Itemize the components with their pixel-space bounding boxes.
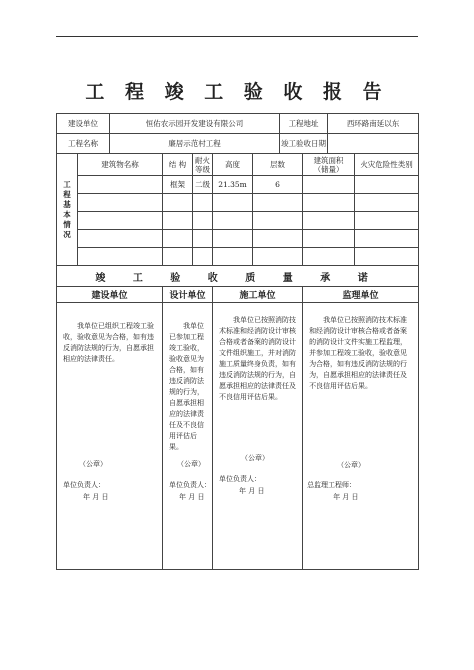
designer-seal: （公章） xyxy=(177,460,205,468)
cell-fire-rating xyxy=(193,248,213,266)
cell-area xyxy=(303,194,355,212)
cell-fire-risk xyxy=(355,248,419,266)
report-table xyxy=(56,113,419,570)
cell-height xyxy=(213,212,253,230)
cell-fire-risk xyxy=(355,194,419,212)
cell-height xyxy=(213,230,253,248)
cell-structure: 框架 xyxy=(163,176,193,194)
cell-structure xyxy=(163,212,193,230)
cell-fire-risk xyxy=(355,212,419,230)
designer-signer: 单位负责人： xyxy=(169,481,211,489)
table-row xyxy=(57,212,419,230)
basic-info-section-text: 工程基本情况 xyxy=(63,179,71,239)
table-row xyxy=(57,176,419,194)
cell-floors: 6 xyxy=(253,176,303,194)
cell-structure xyxy=(163,248,193,266)
table-row xyxy=(57,248,419,266)
contractor-seal: （公章） xyxy=(241,454,269,462)
cell-fire-rating xyxy=(193,212,213,230)
contractor-date: 年 月 日 xyxy=(239,487,265,495)
party-body-designer xyxy=(163,303,213,570)
header-structure: 结 构 xyxy=(163,154,193,176)
contractor-statement: 我单位已按照消防技术标准和经消防设计审核合格或者备案的消防设计文件组织施工，并对消防施工质量终身负责，如有违反消防法规的行为，自愿承担相应的法律责任及不良信用评估后果。 xyxy=(219,316,296,401)
cell-floors xyxy=(253,194,303,212)
supervisor-statement: 我单位已按照消防技术标准和经消防设计审核合格或者备案的消防设计文件实施工程监理，并参加工程竣工验收，验收意见为合格，如有违反消防法规的行为，自愿承担相应的法律责任及不良信用评估后果。 xyxy=(309,316,408,390)
designer-date: 年 月 日 xyxy=(179,493,205,501)
header-fire-rating-text: 耐火等级 xyxy=(195,155,210,174)
contractor-signer: 单位负责人： xyxy=(219,475,261,483)
cell-area xyxy=(303,212,355,230)
accept-date-label: 竣工验收日期 xyxy=(280,134,328,154)
builder-signer: 单位负责人： xyxy=(63,481,105,489)
table-row xyxy=(57,230,419,248)
builder-value: 恒佑农示园开发建设有限公司 xyxy=(110,114,280,134)
cell-area xyxy=(303,248,355,266)
builder-seal: （公章） xyxy=(79,460,107,468)
cell-building-name xyxy=(78,212,163,230)
designer-statement: 我单位已参加工程竣工验收，验收意见为合格，如有违反消防法规的行为，自愿承担相应的法律责任及不良信用评估后果。 xyxy=(169,322,204,451)
project-name-label: 工程名称 xyxy=(57,134,110,154)
header-floors: 层数 xyxy=(253,154,303,176)
cell-fire-rating xyxy=(193,194,213,212)
cell-building-name xyxy=(78,230,163,248)
address-value: 西环路南延以东 xyxy=(328,114,419,134)
accept-date-value xyxy=(328,134,419,154)
table-row xyxy=(57,194,419,212)
party-body-builder xyxy=(57,303,163,570)
builder-statement: 我单位已组织工程竣工验收，验收意见为合格，如有违反消防法规的行为，自愿承担相应的法律责任。 xyxy=(63,322,154,363)
cell-height: 21.35m xyxy=(213,176,253,194)
cell-fire-risk xyxy=(355,230,419,248)
project-name-value: 廉居示范村工程 xyxy=(110,134,280,154)
cell-building-name xyxy=(78,194,163,212)
cell-floors xyxy=(253,230,303,248)
basic-info-section-label xyxy=(57,154,78,266)
header-height: 高度 xyxy=(213,154,253,176)
cell-fire-rating: 二级 xyxy=(193,176,213,194)
builder-date: 年 月 日 xyxy=(83,493,109,501)
cell-area xyxy=(303,176,355,194)
cell-area xyxy=(303,230,355,248)
party-body-supervisor xyxy=(303,303,419,570)
cell-height xyxy=(213,194,253,212)
top-rule xyxy=(56,36,418,37)
cell-building-name xyxy=(78,248,163,266)
header-area-text: 建筑面积（储量） xyxy=(313,155,344,174)
header-fire-rating xyxy=(193,154,213,176)
header-building-name: 建筑物名称 xyxy=(78,154,163,176)
address-label: 工程地址 xyxy=(280,114,328,134)
supervisor-signer: 总监理工程师： xyxy=(307,481,357,489)
cell-floors xyxy=(253,212,303,230)
cell-fire-risk xyxy=(355,176,419,194)
party-header-builder: 建设单位 xyxy=(57,287,163,303)
cell-floors xyxy=(253,248,303,266)
supervisor-seal: （公章） xyxy=(337,461,366,469)
cell-height xyxy=(213,248,253,266)
builder-label: 建设单位 xyxy=(57,114,110,134)
cell-structure xyxy=(163,194,193,212)
party-header-contractor: 施工单位 xyxy=(213,287,303,303)
header-area xyxy=(303,154,355,176)
header-fire-risk: 火灾危险性类别 xyxy=(355,154,419,176)
supervisor-date: 年 月 日 xyxy=(333,493,359,501)
report-title: 工 程 竣 工 验 收 报 告 xyxy=(85,81,389,103)
cell-structure xyxy=(163,230,193,248)
party-body-contractor xyxy=(213,303,303,570)
cell-fire-rating xyxy=(193,230,213,248)
cell-building-name xyxy=(78,176,163,194)
promise-title: 竣 工 验 收 质 量 承 诺 xyxy=(57,266,419,287)
party-header-supervisor: 监理单位 xyxy=(303,287,419,303)
party-header-designer: 设计单位 xyxy=(163,287,213,303)
